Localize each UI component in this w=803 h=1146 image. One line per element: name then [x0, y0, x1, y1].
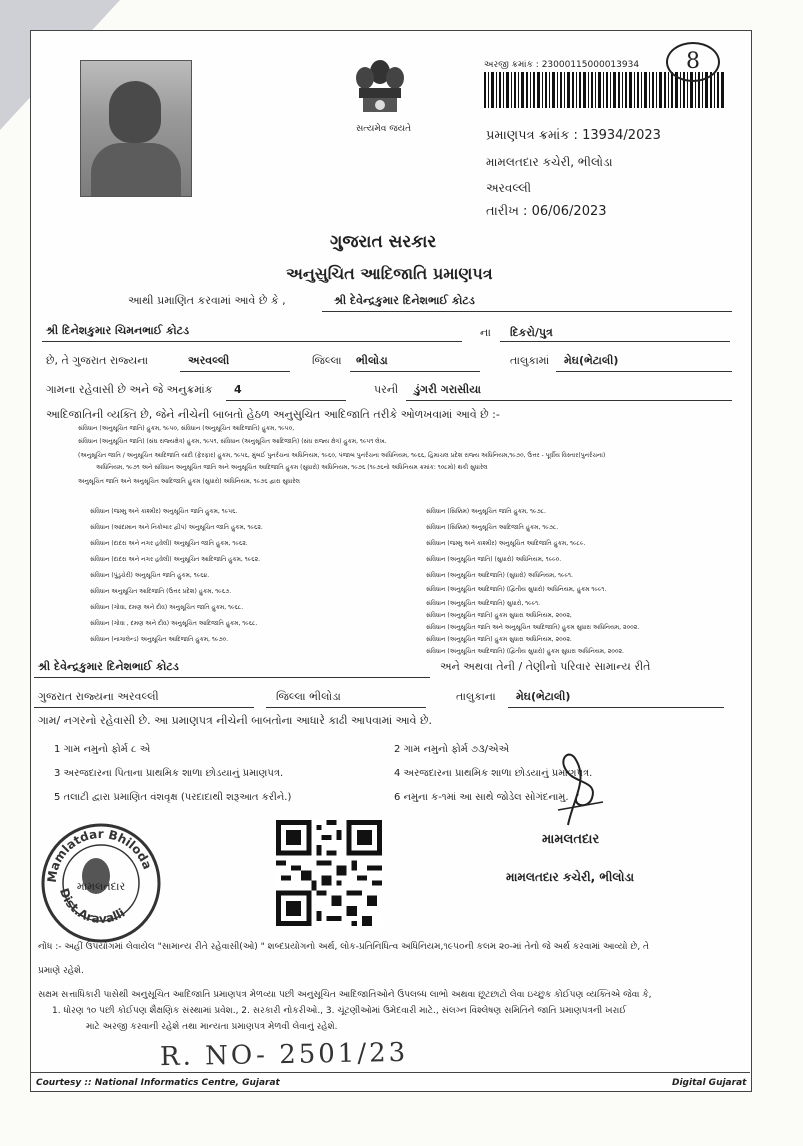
issuing-office: મામલતદાર કચેરી, ભીલોડા: [486, 155, 613, 169]
emblem-motto: સત્યમેવ જયતે: [356, 124, 412, 134]
state-prefix: છે, તે ગુજરાત રાજ્યના: [46, 354, 149, 367]
government-title: ગુજરાત સરકાર: [330, 232, 437, 252]
rule: [500, 341, 730, 342]
signatory-office: મામલતદાર કચેરી, ભીલોડા: [506, 870, 635, 884]
rule: [266, 707, 426, 708]
order-left: સંવિધાન (નાગાલેન્ડ) અનુસૂચિત આદિજાતિ હુકમ, ૧૯૭૦.: [90, 636, 229, 643]
order-left: સંવિધાન (આંદામાન અને નિકોબાર દ્વીપ) અનુસૂચિત જાતિ હુકમ, ૧૯૬૨.: [90, 524, 263, 531]
order-line: અધિનિયમ, ૧૯૭૧ અને સંવિધાન અનુસૂચિત જાતિ અને અનુસૂચિત આદિજાતિ હુકમ (સુધારો) અધિનિયમ, ૧૯૭૬ (૧૯૭૬નો અધિનિયમ ક્રમાંક: ૧૦૮મો) થકી સુધારેલ: [96, 464, 488, 471]
note-text: માટે અરજી કરવાની રહેશે તથા માન્યતા પ્રમાણપત્ર મેળવી લેવાનું રહેશે.: [86, 1022, 338, 1032]
certificate-number: પ્રમાણપત્ર ક્રમાંક : 13934/2023: [486, 128, 661, 143]
rule: [180, 371, 290, 372]
relation: દિકરો/પુત્ર: [510, 326, 553, 339]
village-prefix: ગામના રહેવાસી છે અને જે અનુક્રમાંક: [46, 383, 213, 396]
rule: [406, 400, 732, 401]
family-clause: અને અથવા તેની / તેણીનો પરિવાર સામાન્ય રીતે: [440, 660, 651, 673]
order-left: સંવિધાન (ગોવા , દમણ અને દીવ) અનુસૂચિત આદિજાતિ હુકમ, ૧૯૬૮.: [90, 620, 258, 627]
order-left: સંવિધાન (ગોવા, દમણ અને દીવ) અનુસૂચિત જાતિ હુકમ, ૧૯૬૮.: [90, 604, 244, 611]
rule: [34, 707, 254, 708]
note-text: નોંધ :- અહીં ઉપયોગમાં લેવાયેલ "સામાન્ય રીતે રહેવાસી(ઓ) " શબ્દપ્રયોગનો અર્થ, લોક-પ્રતિનિધિત્વ અધિનિયમ,૧૯૫૦ની કલમ ૨૦-માં તેનો જે અર્થ કરવામાં આવ્યો છે, તે: [38, 942, 650, 952]
handwritten-page-mark: 8: [666, 42, 720, 82]
taluka-value: મેઘ(ભેટાલી): [564, 354, 619, 367]
handwritten-signature: [548, 740, 608, 830]
rule: [556, 371, 732, 372]
applicant-photo: [80, 60, 192, 197]
district-value: અરવલ્લી: [188, 354, 230, 367]
note-text: 1. ધોરણ ૧૦ પછી કોઈપણ શૈક્ષણિક સંસ્થામાં પ્રવેશ., 2. સરકારી નોકરીઓ., 3. ચૂંટણીઓમાં ઉમેદવારી માટે., સંલગ્ન વિશ્લેષણ સમિતિને જાતિ પ્રમાણપત્રની ખરાઈ: [52, 1006, 627, 1016]
tribe-name: ડુંગરી ગરાસીયા: [414, 383, 481, 396]
photo-body-shape: [91, 143, 181, 196]
rule: [34, 677, 430, 678]
order-line: સંવિધાન (અનુસૂચિત જાતિ) (સંઘ રાજ્યક્ષેત્ર) હુકમ, ૧૯૫૧, સંવિધાન (અનુસૂચિત આદિજાતિ) (સંઘ રાજ્ય ક્ષેત્ર) હુકમ, ૧૯૫૧ લેખ.: [78, 438, 387, 445]
document-item: 1 ગામ નમુનો ફોર્મ ૮ એ: [54, 744, 151, 755]
taluka-label-2: તાલુકાના: [456, 690, 496, 703]
photo-head-shape: [109, 81, 161, 143]
document-item: 3 અરજદારના પિતાના પ્રાથમિક શાળા છોડયાનું પ્રમાણપત્ર.: [54, 768, 284, 779]
rule: [508, 707, 724, 708]
rule: [226, 400, 346, 401]
handwritten-reference: R. NO- 2501/23: [159, 1037, 409, 1073]
order-left: સંવિધાન (જમ્મુ અને કાશ્મીર) અનુસૂચિત જાતિ હુકમ, ૧૯૫૬.: [90, 508, 238, 515]
na-label: ના: [480, 326, 491, 339]
order-line: (અનુસૂચિત જાતિ / અનુસૂચિત આદિજાતિ યાદી (ફેરફાર) હુકમ, ૧૯૫૬, મુંબઈ પુનર્રચના અધિનિયમ, ૧૯૬૦, પંજાબ પુનર્રચના અધિનિયમ, ૧૯૬૬, હિમાચલ પ્રદેશ રાજ્ય અધિનિયમ,૧૯૭૦, ઉત્તર - પૂર્વીય વિસ્તાર(પુનર્રચના): [78, 452, 606, 459]
district-name: અરવલ્લી: [486, 181, 532, 195]
tribe-statement: આદિજાતિની વ્યક્તિ છે, જેને નીચેની બાબતો હેઠળ અનુસુચિત આદિજાતિ તરીકે ઓળખવામાં આવે છે :-: [46, 408, 500, 421]
order-left: સંવિધાન અનુસૂચિત આદિજાતિ (ઉત્તર પ્રદેશ) હુકમ, ૧૯૬૭.: [90, 588, 232, 595]
order-right: સંવિધાન (અનુસૂચિત આદિજાતિ) (દ્વિતીય સુધારો) હુકમ સુધારા અધિનિયમ, ૨૦૦૨.: [426, 648, 624, 655]
document-item: 4 અરજદારના પ્રાથમિક શાળા છોડયાનું પ્રમાણપત્ર.: [394, 768, 593, 779]
order-line: સંવિધાન (અનુસૂચિત જાતિ) હુકમ, ૧૯૫૦, સંવિધાન (અનુસૂચિત આદિજાતિ) હુકમ, ૧૯૫૦,: [78, 425, 295, 432]
resident-clause: ગામ/ નગરનો રહેવાસી છે. આ પ્રમાણપત્ર નીચેની બાબતોના આધારે કાઢી આપવામાં આવે છે.: [38, 714, 433, 727]
national-emblem: [345, 52, 415, 132]
order-right: સંવિધાન (અનુસૂચિત આદિજાતિ) સુધારો, ૧૯૯૧.: [426, 600, 541, 607]
certificate-title: અનુસુચિત આદિજાતિ પ્રમાણપત્ર: [286, 264, 493, 283]
document-item: 5 તલાટી દ્વારા પ્રમાણિત વંશવૃક્ષ (પરદાદાથી શરૂઆત કરીને.): [54, 792, 292, 803]
order-right: સંવિધાન (જમ્મુ અને કાશ્મીર) અનુસૂચિત આદિજાતિ હુકમ, ૧૯૮૯.: [426, 540, 586, 547]
order-right: સંવિધાન (સિક્કિમ) અનુસૂચિત આદિજાતિ હુકમ, ૧૯૭૮.: [426, 524, 559, 531]
order-right: સંવિધાન (અનુસૂચિત જાતિ) (સુધારો) અધિનિયમ, ૧૯૯૦.: [426, 556, 562, 563]
mamlatdar-seal-stamp: [38, 820, 164, 946]
order-line: અનુસૂચિત જાતિ અને અનુસૂચિત આદિજાતિ હુકમ (સુધારો) અધિનિયમ, ૧૯૭૬ દ્વારા સુધારેલ: [78, 478, 300, 485]
order-right: સંવિધાન (અનુસૂચિત જાતિ અને અનુસૂચિત આદિજાતિ) હુકમ સુધારા અધિનિયમ, ૨૦૦૨.: [426, 624, 640, 631]
par-label: પરની: [374, 383, 399, 396]
seal-top-text: Mamlatdar Bhiloda: [44, 826, 155, 884]
serial-value: 4: [234, 383, 242, 396]
signatory-title: મામલતદાર: [542, 832, 600, 847]
issue-date: તારીખ : 06/06/2023: [486, 204, 607, 219]
order-left: સંવિધાન (દાદરા અને નગર હવેલી) અનુસૂચિત જાતિ હુકમ, ૧૯૬૨.: [90, 540, 248, 547]
district-label: જિલ્લા: [312, 354, 342, 367]
father-name: શ્રી દિનેશકુમાર ચિમનભાઈ કોટડ: [46, 324, 190, 337]
application-number: અરજી ક્રમાંક : 23000115000013934: [484, 60, 640, 70]
order-right: સંવિધાન (સિક્કિમ) અનુસૂચિત જાતિ હુકમ, ૧૯૭૮.: [426, 508, 546, 515]
order-right: સંવિધાન (અનુસૂચિત જાતિ) હુકમ સુધારા અધિનિયમ, ૨૦૦૨,: [426, 612, 572, 619]
order-right: સંવિધાન (અનુસૂચિત જાતિ) હુકમ સુધારા અધિનિયમ, ૨૦૦૨.: [426, 636, 572, 643]
taluka-district-value: ભીલોડા: [356, 354, 388, 367]
seal-bottom-text: Dist.Aravalli: [56, 886, 128, 927]
document-item: 2 ગામ નમુનો ફોર્મ ૭૩/એએ: [394, 744, 510, 755]
note-text: પ્રમાણે રહેશે.: [38, 966, 84, 976]
order-left: સંવિધાન (દાદરા અને નગર હવેલી) અનુસૂચિત આદિજાતિ હુકમ, ૧૯૬૨.: [90, 556, 261, 563]
rule: [42, 341, 462, 342]
certify-prefix: આથી પ્રમાણિત કરવામાં આવે છે કે ,: [128, 294, 286, 307]
taluka-label: તાલુકામાં: [510, 354, 550, 367]
taluka-value-2: મેઘ(ભેટાલી): [516, 690, 571, 703]
note-text: સક્ષમ સત્તાધિકારી પાસેથી અનુસૂચિત આદિજાતિ પ્રમાણપત્ર મેળવ્યા પછી અનુસૂચિત આદિજાતિઓને ઉપલબ્ધ લાભો અથવા છૂટછાટો લેવા ઇચ્છુક કોઈપણ વ્યક્તિએ જેવા કે,: [38, 990, 652, 1000]
document-item: 6 નમુના ક-૧માં આ સાથે જોડેલ સોગંદનામુ.: [394, 792, 569, 803]
footer-courtesy: Courtesy :: National Informatics Centre, Gujarat: [36, 1078, 280, 1088]
district-2: જિલ્લા ભીલોડા: [276, 690, 341, 703]
order-right: સંવિધાન (અનુસૂચિત આદિજાતિ) (સુધારો) અધિનિયમ, ૧૯૯૧.: [426, 572, 573, 579]
state-district-2: ગુજરાત રાજ્યના અરવલ્લી: [38, 690, 159, 703]
rule: [322, 311, 732, 312]
applicant-name-2: શ્રી દેવેન્દ્રકુમાર દિનેશભાઈ કોટડ: [38, 660, 179, 673]
footer-brand: Digital Gujarat: [672, 1078, 747, 1088]
seal-center-text: મામલતદાર: [76, 880, 126, 893]
qr-code: [276, 820, 382, 926]
order-left: સંવિધાન (પુંડુચેરી) અનુસૂચિત જાતિ હુકમ, ૧૯૬૪.: [90, 572, 210, 579]
rule: [350, 371, 480, 372]
order-right: સંવિધાન (અનુસૂચિત આદિજાતિ) (દ્વિતીય સુધારો) અધિનિયમ, હુકમ ૧૯૯૧.: [426, 586, 607, 593]
applicant-name: શ્રી દેવેન્દ્રકુમાર દિનેશભાઈ કોટડ: [334, 294, 475, 307]
